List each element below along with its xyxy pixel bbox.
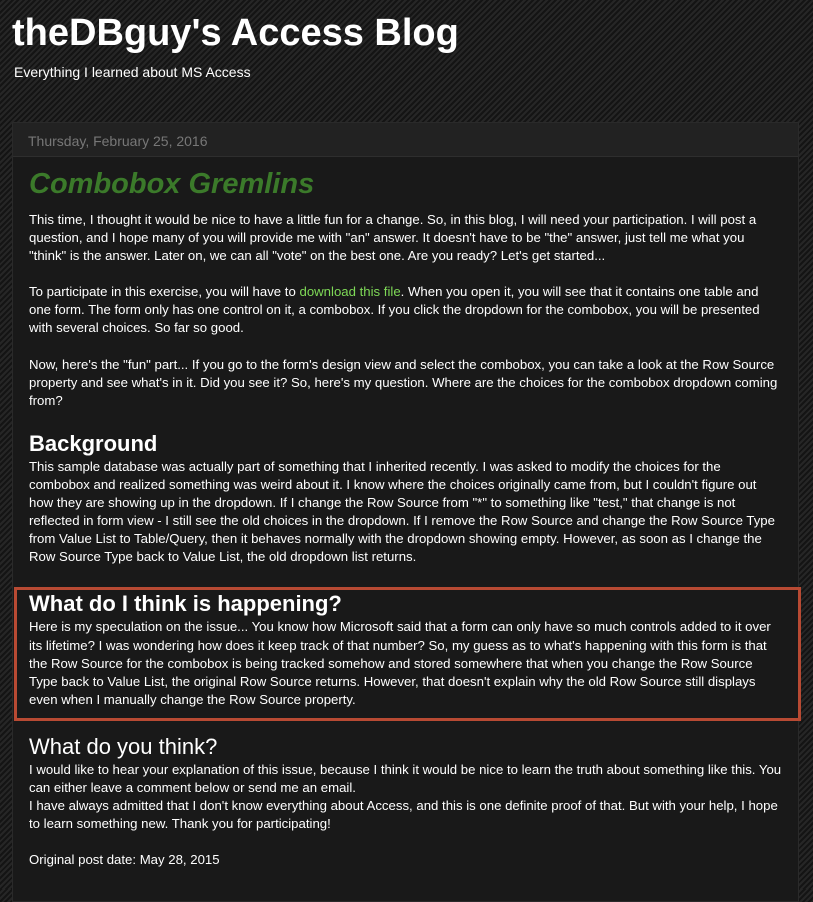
participate-paragraph <box>29 283 782 337</box>
participate-text-after: . When you open it, you will see that it contains one table and one form. The form only has one control on it, a combobox. If you click the dropdown for the combobox, you will be presented with several choices. So far so good. <box>29 284 760 336</box>
background-heading: Background <box>29 430 158 456</box>
post-title[interactable]: Combobox Gremlins <box>29 168 315 200</box>
background-paragraph: This sample database was actually part of something that I inherited recently. I was asked to modify the choices for the combobox and realized something was weird about it. I know where the choices originally came from, but I couldn't figure out how they are showing up in the dropdown. If I change the Row Source from "*" to something like "test," that change is not reflected in form view - I still see the old choices in the dropdown. If I remove the Row Source and change the Row Source Type from Value List to Table/Query, then it behaves normally with the dropdown showing empty. However, as soon as I change the Row Source Type back to Value List, the old dropdown list returns. <box>29 458 775 565</box>
happening-paragraph: Here is my speculation on the issue... You know how Microsoft said that a form can only have so much controls added to it over its lifetime? I was wondering how does it keep track of that number? So, my guess as to what's happening with this form is that the Row Source for the combobox is being tracked somehow and stored somewhere that when you change the Row Source Type back to Value List, the original Row Source returns. However, that doesn't explain why the old Row Source still displays even when I manually change the Row Source property. <box>29 619 771 707</box>
highlight-box <box>14 587 801 721</box>
blog-description: Everything I learned about MS Access <box>14 64 251 80</box>
participate-text-before: To participate in this exercise, you will have to <box>29 284 300 300</box>
post-body <box>13 157 798 869</box>
blog-header <box>12 10 459 80</box>
fun-part-paragraph: Now, here's the "fun" part... If you go to the form's design view and select the combobox, you can take a look at the Row Source property and see what's in it. Did you see it? So, here's my question. Where are the choices for the combobox dropdown coming from? <box>29 356 778 408</box>
download-file-link[interactable]: download this file <box>299 284 401 300</box>
original-post-date: Original post date: May 28, 2015 <box>29 852 220 868</box>
think-paragraph-1: I would like to hear your explanation of this issue, because I think it would be nice to learn the truth about something like this. You can either leave a comment below or send me an email. <box>29 761 782 795</box>
post-container <box>12 122 799 902</box>
post-date: Thursday, February 25, 2016 <box>13 123 798 157</box>
happening-heading: What do I think is happening? <box>29 591 342 617</box>
blog-title[interactable]: theDBguy's Access Blog <box>12 12 459 54</box>
think-paragraph-2: I have always admitted that I don't know everything about Access, and this is one definite proof of that. But with your help, I hope to learn something new. Thank you for participating! <box>29 798 778 832</box>
think-heading: What do you think? <box>29 733 218 759</box>
intro-paragraph: This time, I thought it would be nice to have a little fun for a change. So, in this blog, I will need your participation. I will post a question, and I hope many of you will provide me with "an" answer. It doesn't have to be "the" answer, just tell me what you "think" is the answer. Later on, we can all "vote" on the best one. Are you ready? Let's get started... <box>29 212 757 264</box>
